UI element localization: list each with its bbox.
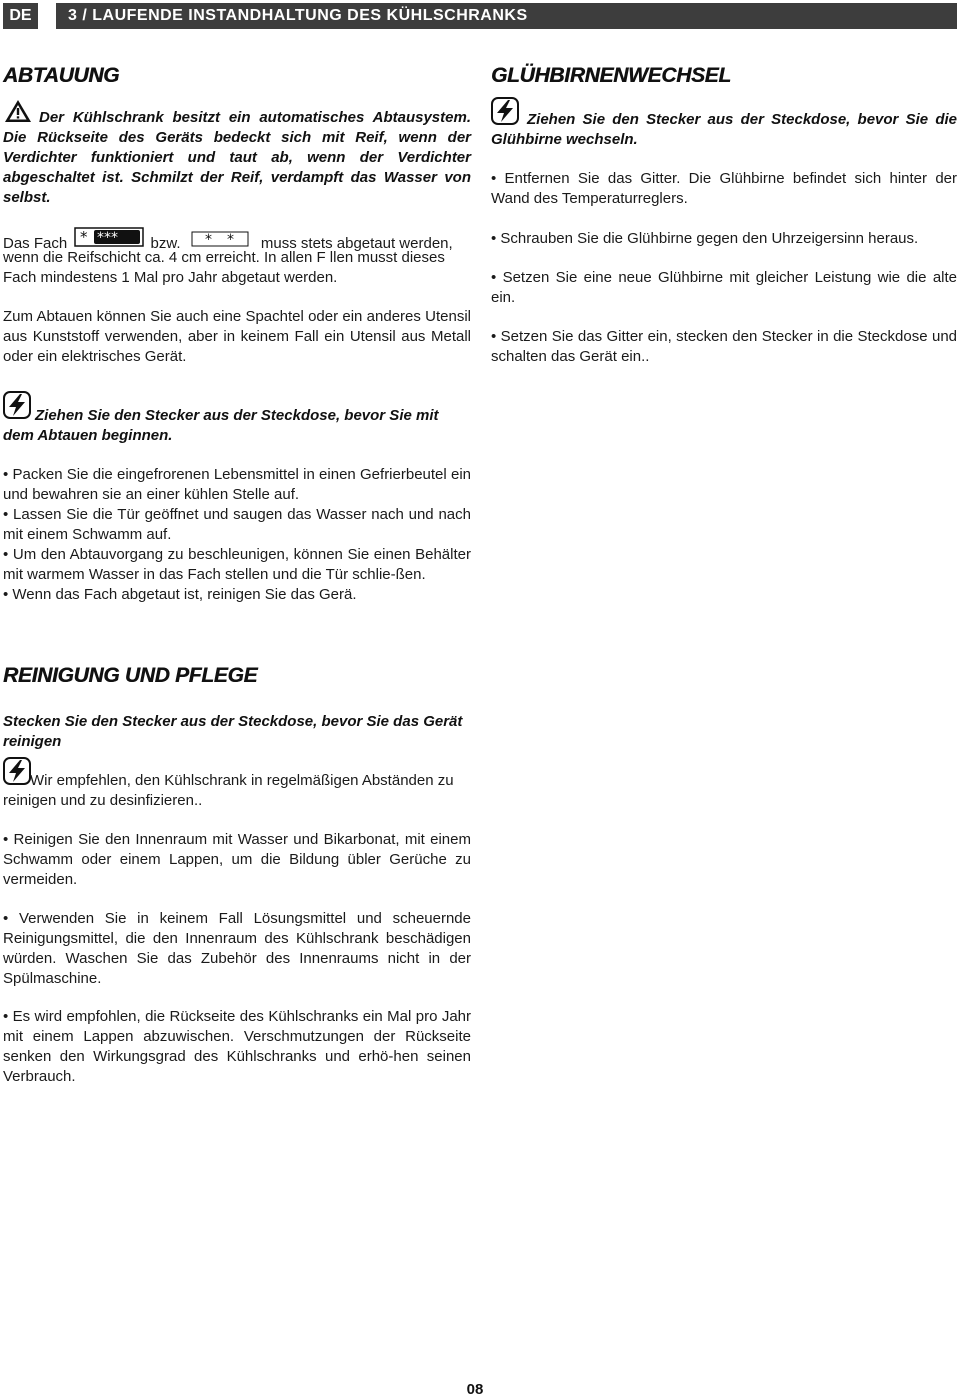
- list-item: • Um den Abtauvorgang zu beschleunigen, können Sie einen Behälter mit warmem Wasser in das Fach stellen und die Tür schlie-ßen.: [3, 546, 471, 583]
- abtauung-heading: ABTAUUNG: [3, 64, 120, 87]
- gluehbirne-step-4: • Setzen Sie das Gitter ein, stecken den Stecker in die Steckdose und schalten das Gerät ein..: [491, 328, 957, 365]
- list-item: • Packen Sie die eingefrorenen Lebensmittel in einen Gefrierbeutel ein und bewahren sie an einer kühlen Stelle auf.: [3, 466, 471, 503]
- fach-line-1: wenn die Reifschicht ca. 4 cm erreicht. In allen F llen musst dieses: [3, 249, 445, 266]
- fach-pre: Das Fach: [3, 235, 68, 252]
- reinigung-recommend: Wir empfehlen, den Kühlschrank in regelmäßigen Abständen zu reinigen und zu desinfizieren..: [3, 772, 454, 809]
- page-number: 08: [466, 1381, 484, 1398]
- gluehbirne-heading: GLÜHBIRNENWECHSEL: [491, 64, 731, 87]
- svg-text:*: *: [80, 228, 88, 246]
- list-item: • Lassen Sie die Tür geöffnet und saugen das Wasser nach und nach mit einem Schwamm auf.: [3, 506, 471, 543]
- abtauung-warning-text: Der Kühlschrank besitzt ein automatisches Abtausystem. Die Rückseite des Geräts bedeckt sich mit Reif, wenn der Verdichter funktioniert und taut ab, wenn der Verdichter abgeschaltet ist. Schmilzt der Reif, verdampft das Wasser von selbst.: [3, 109, 471, 206]
- fach-post: muss stets abgetaut werden,: [260, 235, 453, 252]
- fach-line-2: Fach mindestens 1 Mal pro Jahr abgetaut werden.: [3, 269, 338, 286]
- gluehbirne-step-1: • Entfernen Sie das Gitter. Die Glühbirne befindet sich hinter der Wand des Temperaturreglers.: [491, 170, 957, 207]
- spachtel-paragraph: Zum Abtauen können Sie auch eine Spachtel oder ein anderes Utensil aus Kunststoff verwenden, aber in keinem Fall ein Utensil aus Metall oder ein elektrisches Gerät.: [3, 308, 471, 365]
- gluehbirne-step-3: • Setzen Sie eine neue Glühbirne mit gleicher Leistung wie die alte ein.: [491, 269, 957, 306]
- section-title: 3 / LAUFENDE INSTANDHALTUNG DES KÜHLSCHRANKS: [56, 3, 957, 29]
- abtauung-unplug-warning: Ziehen Sie den Stecker aus der Steckdose, bevor Sie mit dem Abtauen beginnen.: [3, 407, 439, 444]
- gluehbirne-warning: Ziehen Sie den Stecker aus der Steckdose, bevor Sie die Glühbirne wechseln.: [491, 111, 957, 148]
- abtauung-bullet-list: [3, 465, 471, 605]
- fach-mid: bzw.: [150, 235, 181, 252]
- reinigung-bullet-3: • Es wird empfohlen, die Rückseite des Kühlschranks ein Mal pro Jahr mit einem Lappen abzuwischen. Verschmutzungen der Rückseite senken den Wirkungsgrad des Kühlschranks und erhö-hen seinen Verbrauch.: [3, 1008, 471, 1085]
- svg-text:*: *: [204, 232, 212, 247]
- reinigung-bullet-1: • Reinigen Sie den Innenraum mit Wasser und Bikarbonat, mit einem Schwamm oder einem Lappen, um die Bildung übler Gerüche zu vermeiden.: [3, 831, 471, 888]
- gluehbirne-step-2: • Schrauben Sie die Glühbirne gegen den Uhrzeigersinn heraus.: [491, 230, 919, 247]
- reinigung-warning: Stecken Sie den Stecker aus der Steckdose, bevor Sie das Gerät reinigen: [3, 713, 463, 750]
- svg-text:*: *: [226, 232, 234, 247]
- svg-text:***: ***: [97, 230, 119, 246]
- reinigung-heading: REINIGUNG UND PFLEGE: [3, 664, 258, 687]
- list-item: • Wenn das Fach abgetaut ist, reinigen Sie das Gerä.: [3, 586, 357, 603]
- reinigung-bullet-2: • Verwenden Sie in keinem Fall Lösungsmittel und scheuernde Reinigungsmittel, die den Innenraum des Kühlschrank beschädigen würden. Waschen Sie das Zubehör des Innenraums nicht in der Spülmaschine.: [3, 910, 471, 987]
- language-badge: DE: [3, 3, 38, 29]
